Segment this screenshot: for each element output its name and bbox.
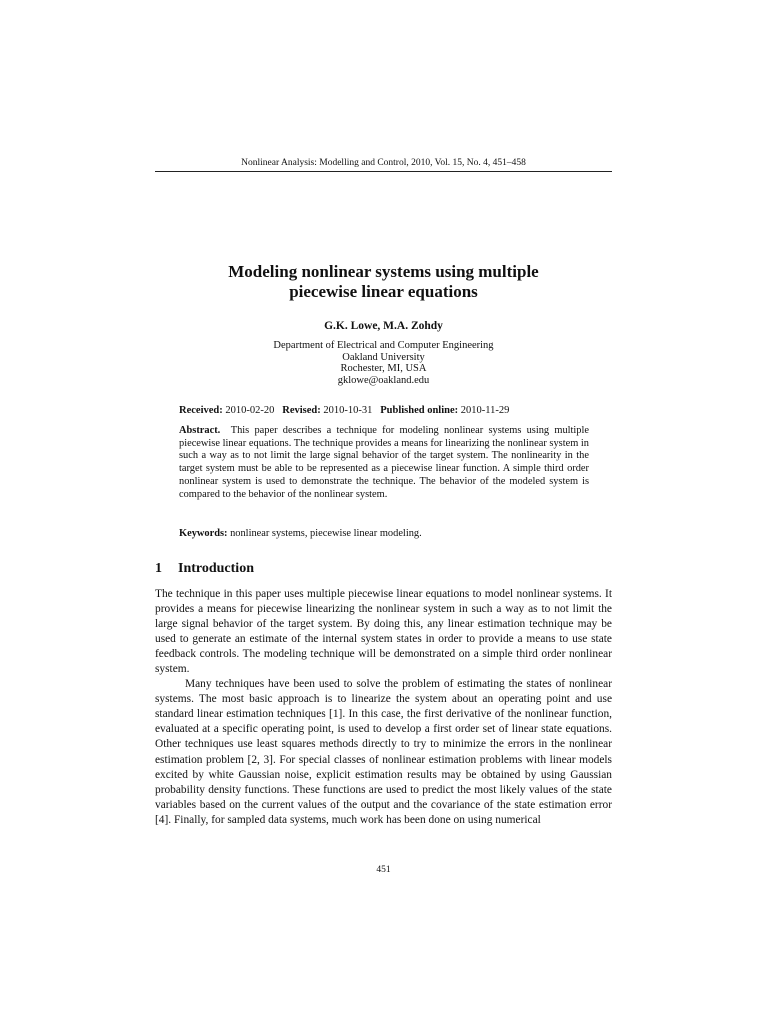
revised-date: 2010-10-31 [323,405,373,416]
header-rule [155,171,612,172]
keywords-label: Keywords: [179,528,228,539]
published-date: 2010-11-29 [460,405,510,416]
page-number: 451 [376,865,391,875]
publication-dates [179,404,589,417]
affiliation [155,340,612,387]
title-line-2: piecewise linear equations [289,282,478,301]
paragraph-1: The technique in this paper uses multiple piecewise linear equations to model nonlinear systems. It provides a means for piecewise linearizing the nonlinear system in such a way as to not limit the large signal behavior of the target system. By doing this, any linear estimation technique may be used to generate an estimate of the internal system states in order to provide a means to use state feedback controls. The modeling technique will be demonstrated on a simple third order nonlinear system. [155,588,612,676]
affiliation-department: Department of Electrical and Computer Engineering [273,340,494,351]
keywords-text: nonlinear systems, piecewise linear modeling. [230,528,422,539]
body-text [155,587,612,828]
section-number: 1 [155,561,162,576]
published-label: Published online: [380,405,459,416]
section-heading-introduction [155,560,612,577]
revised-label: Revised: [282,405,321,416]
abstract-label: Abstract. [179,425,221,436]
section-title: Introduction [178,561,254,576]
running-head: Nonlinear Analysis: Modelling and Control, 2010, Vol. 15, No. 4, 451–458 [241,158,526,168]
paragraph-2: Many techniques have been used to solve the problem of estimating the states of nonlinear systems. The most basic approach is to linearize the system about an operating point and use standard linear estimation techniques [1]. In this case, the first derivative of the nonlinear function, evaluated at a specific operating point, is used to develop a first order set of linear state equations. Other techniques use least squares methods directly to try to minimize the errors in the nonlinear estimation problem [2, 3]. For special classes of nonlinear estimation problems with linear models excited by white Gaussian noise, explicit estimation results may be obtained by using Gaussian probability density functions. These functions are used to predict the most likely values of the state variables based on the current values of the output and the covariance of the state estimation error [4]. Finally, for sampled data systems, much work has been done on using numerical [155,678,612,826]
received-label: Received: [179,405,223,416]
authors: G.K. Lowe, M.A. Zohdy [324,320,443,332]
title-line-1: Modeling nonlinear systems using multiple [228,262,539,281]
affiliation-email: gklowe@oakland.edu [337,375,430,387]
paper-title [155,262,612,302]
keywords [179,527,589,540]
abstract-text: This paper describes a technique for modeling nonlinear systems using multiple piecewise linear equations. The technique provides a means for linearizing the nonlinear system in such a way as to not limit the large signal behavior of the target system. The nonlinearity in the target system must be able to be represented as a piecewise linear function. A simple third order nonlinear system is used to demonstrate the technique. The behavior of the modeled system is compared to the behavior of the nonlinear system. [179,425,589,500]
received-date: 2010-02-20 [225,405,275,416]
abstract [179,425,589,501]
affiliation-location: Rochester, MI, USA [340,363,427,375]
affiliation-university: Oakland University [342,351,425,363]
